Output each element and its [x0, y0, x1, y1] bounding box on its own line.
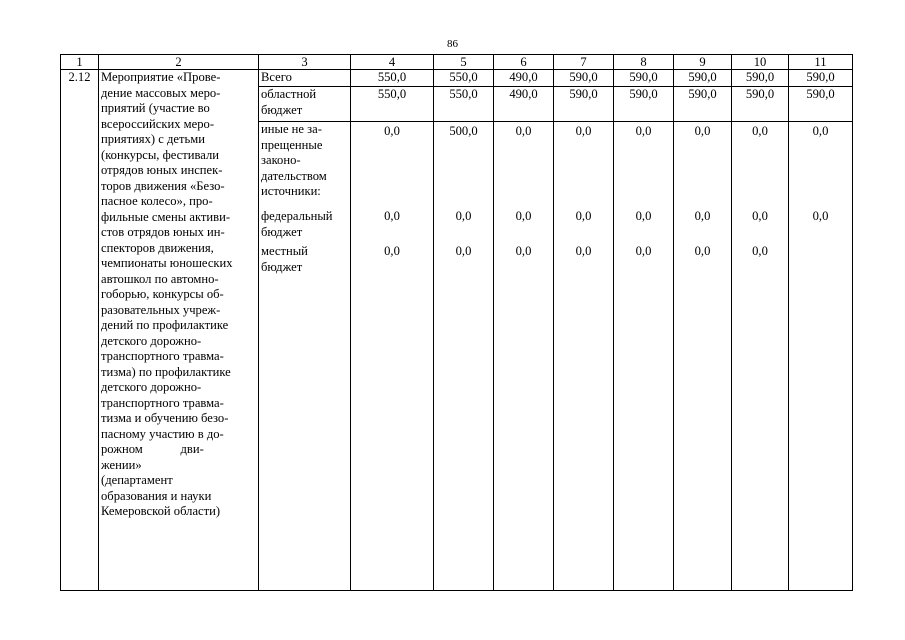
- description-line: стов отрядов юных ин-: [101, 225, 225, 239]
- source-other-labels: [259, 122, 351, 591]
- value-cell: 550,0: [434, 70, 494, 87]
- header-row: [61, 55, 853, 70]
- value-local: 0,0: [515, 244, 532, 258]
- value-cell: 590,0: [732, 70, 789, 87]
- value-other: 0,0: [812, 124, 829, 138]
- header-cell: 6: [494, 55, 554, 70]
- value-federal: 0,0: [515, 209, 532, 223]
- label-line: бюджет: [261, 102, 303, 117]
- header-cell: 2: [99, 55, 259, 70]
- header-cell: 8: [614, 55, 674, 70]
- value-local: 0,0: [455, 244, 472, 258]
- value-local: 0,0: [384, 244, 400, 258]
- header-cell: 3: [259, 55, 351, 70]
- row-total: [61, 70, 853, 87]
- value-cell: 590,0: [674, 70, 732, 87]
- description-line: детского дорожно-: [101, 333, 202, 348]
- description-line: тизма) по профилактике: [101, 364, 231, 379]
- label-line: бюджет: [261, 259, 303, 274]
- value-column: [732, 122, 789, 591]
- value-local: 0,0: [635, 244, 652, 258]
- description-line: чемпионаты юношеских: [101, 256, 233, 270]
- value-other: 0,0: [384, 124, 400, 138]
- value-local: [791, 244, 850, 277]
- value-cell: 550,0: [351, 70, 434, 87]
- description-line: приятий (участие во: [101, 101, 210, 115]
- description-line: Мероприятие «Прове-: [101, 70, 221, 84]
- value-cell: 550,0: [351, 87, 434, 122]
- description-line: отрядов юных инспек-: [101, 163, 223, 177]
- value-local: 0,0: [752, 244, 768, 258]
- value-column: [351, 122, 434, 591]
- description-line: детского дорожно-: [101, 380, 202, 394]
- header-cell: 1: [61, 55, 99, 70]
- description-line: фильные смены активи-: [101, 209, 231, 224]
- row-number: 2.12: [61, 70, 99, 591]
- header-cell: 7: [554, 55, 614, 70]
- value-cell: 590,0: [674, 87, 732, 122]
- label-line: прещенные: [261, 137, 323, 152]
- source-total-label: Всего: [259, 70, 351, 87]
- value-cell: 590,0: [554, 87, 614, 122]
- value-federal: 0,0: [752, 209, 768, 223]
- description-line: пасному участию в до-: [101, 426, 224, 441]
- description-line: всероссийских меро-: [101, 116, 215, 131]
- value-cell: 490,0: [494, 87, 554, 122]
- value-cell: 590,0: [789, 87, 853, 122]
- value-cell: 590,0: [554, 70, 614, 87]
- value-federal: 0,0: [635, 209, 652, 223]
- description-line: дений по профилактике: [101, 318, 229, 332]
- header-cell: 4: [351, 55, 434, 70]
- description-line: приятиях) с детьми: [101, 132, 205, 146]
- value-cell: 590,0: [789, 70, 853, 87]
- measure-description: [99, 70, 259, 591]
- description-line: жении»: [101, 457, 142, 472]
- description-line: автошкол по автомно-: [101, 271, 219, 286]
- label-line: иные не за-: [261, 122, 322, 136]
- header-cell: 5: [434, 55, 494, 70]
- value-cell: 590,0: [732, 87, 789, 122]
- label-line: источники:: [261, 184, 321, 198]
- description-line: разовательных учреж-: [101, 302, 221, 317]
- description-line: (конкурсы, фестивали: [101, 147, 219, 162]
- value-cell: 590,0: [614, 70, 674, 87]
- description-line: транспортного травма-: [101, 395, 224, 410]
- source-other-label: [261, 122, 348, 209]
- value-column: [554, 122, 614, 591]
- value-column: [674, 122, 732, 591]
- label-line: местный: [261, 244, 308, 258]
- value-cell: 590,0: [614, 87, 674, 122]
- source-federal-label: [261, 209, 348, 244]
- description-line: пасное колесо», про-: [101, 194, 213, 208]
- value-column: [614, 122, 674, 591]
- description-line: торов движения «Безо-: [101, 178, 225, 193]
- value-local: 0,0: [575, 244, 592, 258]
- label-line: законо-: [261, 153, 301, 167]
- value-other: 0,0: [635, 124, 652, 138]
- value-column: [494, 122, 554, 591]
- value-other: 0,0: [694, 124, 711, 138]
- description-line: спекторов движения,: [101, 240, 214, 255]
- value-federal: 0,0: [575, 209, 592, 223]
- value-federal: 0,0: [384, 209, 400, 223]
- page-number: 86: [447, 38, 458, 50]
- description-line: гоборью, конкурсы об-: [101, 287, 224, 301]
- value-federal: 0,0: [455, 209, 472, 223]
- value-cell: 490,0: [494, 70, 554, 87]
- value-column: [789, 122, 853, 591]
- value-other: 500,0: [449, 124, 478, 138]
- label-line: федеральный: [261, 209, 333, 223]
- header-cell: 10: [732, 55, 789, 70]
- header-cell: 11: [789, 55, 853, 70]
- description-line: транспортного травма-: [101, 349, 224, 363]
- header-cell: 9: [674, 55, 732, 70]
- value-cell: 550,0: [434, 87, 494, 122]
- label-line: бюджет: [261, 224, 303, 239]
- value-local: 0,0: [694, 244, 711, 258]
- description-line: образования и науки: [101, 488, 212, 503]
- label-line: дательством: [261, 168, 327, 183]
- value-other: 0,0: [752, 124, 768, 138]
- source-local-label: [261, 244, 348, 277]
- label-line: областной: [261, 87, 317, 101]
- value-column: [434, 122, 494, 591]
- value-federal: 0,0: [694, 209, 711, 223]
- value-federal: 0,0: [812, 209, 829, 223]
- description-line: (департамент: [101, 473, 173, 487]
- value-other: 0,0: [515, 124, 532, 138]
- description-line: рожном дви-: [101, 442, 204, 456]
- description-line: тизма и обучению безо-: [101, 411, 229, 425]
- description-line: Кемеровской области): [101, 504, 221, 518]
- budget-table: [60, 54, 853, 591]
- source-regional-label: [259, 87, 351, 122]
- value-other: 0,0: [575, 124, 592, 138]
- description-line: дение массовых меро-: [101, 85, 221, 100]
